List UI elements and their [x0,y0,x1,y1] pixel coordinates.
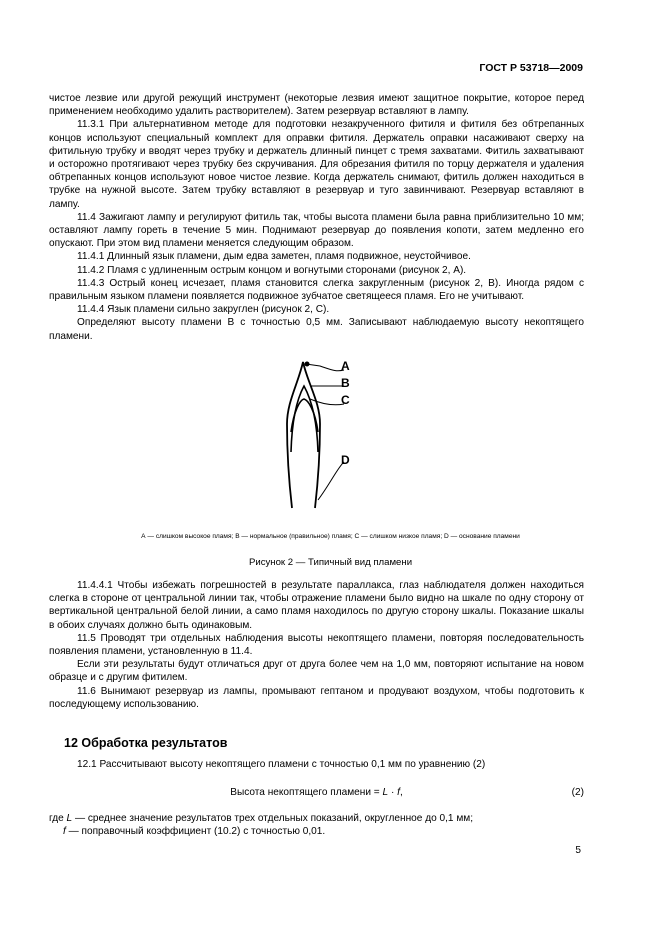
definition-prefix: где [49,813,67,824]
definition-text-f: — поправочный коэффициент (10.2) с точностью 0,01. [65,826,326,838]
figure-caption: Рисунок 2 — Типичный вид пламени [248,557,413,568]
figure-legend: А — слишком высокое пламя; В — нормальное (правильное) пламя; С — слишком низкое пламя; D — основание пламени [141,533,520,540]
equation-var-l: L [382,787,389,798]
equation [49,787,584,801]
page-number: 5 [575,845,581,856]
figure-label-d: D [341,453,350,467]
flame-outline-c [291,399,318,432]
equation-number: (2) [571,787,584,798]
figure-label-b: B [341,376,350,390]
definition-f [49,825,584,838]
leader-dot-a [305,362,310,367]
figure-label-c: C [341,393,350,407]
definition-l [49,812,584,825]
text-block-top [49,92,584,343]
paragraph: чистое лезвие или другой режущий инструмент (некоторые лезвия имеют защитное покрытие, которое перед применением необходимо удалить растворителем). Затем резервуар вставляют в лампу. [49,93,584,118]
leader-line-a [306,364,344,371]
equation-tail: , [399,787,403,798]
flame-diagram [240,352,420,512]
paragraph-11-5: 11.5 Проводят три отдельных наблюдения высоты некоптящего пламени, повторяя последовательность появления пламени, установленную в 11.4. [49,632,584,658]
paragraph-repeat-test: Если эти результаты будут отличаться друг от друга более чем на 1,0 мм, повторяют испытание на новом образце и с другим фитилем. [49,659,584,684]
flame-figure [240,352,420,512]
equation-body [49,787,584,798]
paragraph-11-6: 11.6 Вынимают резервуар из лампы, промывают гептаном и продувают воздухом, чтобы подготовить к последующему использованию. [49,685,584,710]
variable-definitions [49,812,584,838]
equation-var-f: f [397,787,400,798]
paragraph-11-4: 11.4 Зажигают лампу и регулируют фитиль так, чтобы высота пламени была равна приблизительно 10 мм; оставляют лампу гореть в течение 5 мин. Поднимают резервуар до появления копоти, затем медленно его опускают. При этом вид пламени меняется следующим образом. [49,211,584,250]
paragraph-12-1: 12.1 Рассчитывают высоту некоптящего пламени с точностью 0,1 мм по уравнению (2) [77,759,486,770]
section-title: 12 Обработка результатов [64,736,228,750]
paragraph-11-4-4-1: 11.4.4.1 Чтобы избежать погрешностей в результате параллакса, глаз наблюдателя должен находиться слегка в стороне от центральной линии так, чтобы отражение пламени было видно на шкале по одну сторону от вертикальной центральной белой линии, а само пламя находилось по другую сторону шкалы. Показание шкалы в обоих случаях должно быть одинаковым. [49,580,584,631]
document-header: ГОСТ Р 53718—2009 [479,62,583,74]
paragraph-11-4-3: 11.4.3 Острый конец исчезает, пламя становится слегка закругленным (рисунок 2, В). Иногда рядом с правильным языком пламени появляется подвижное зубчатое светящееся пламя. Его не учитывают. [49,277,584,303]
figure-label-a: A [341,359,350,373]
paragraph-11-4-1: 11.4.1 Длинный язык пламени, дым едва заметен, пламя подвижное, неустойчивое. [77,251,471,263]
definition-text-l: — среднее значение результатов трех отдельных показаний, округленное до 0,1 мм; [72,813,474,824]
paragraph-11-4-4: 11.4.4 Язык пламени сильно закруглен (рисунок 2, С). [77,304,330,316]
paragraph-flame-height: Определяют высоту пламени В с точностью 0,5 мм. Записывают наблюдаемую высоту некоптящего пламени. [49,317,584,342]
text-block-bottom [49,579,584,711]
equation-operator: · [388,787,398,798]
paragraph-11-4-2: 11.4.2 Пламя с удлиненным острым концом и вогнутыми сторонами (рисунок 2, А). [77,264,467,276]
paragraph-11-3-1: 11.3.1 При альтернативном методе для подготовки незакрученного фитиля и фитиля без обтрепанных концов используют специальный комплект для оправки фитиля. Держатель оправки насаживают сверху на фитильную трубку и вводят через трубку и держатель длинный пинцет с тремя захватами. Фитиль захватывают и осторожно протягивают через трубку без скручивания. Для обрезания фитиля по торцу держателя и удаления обтрепанных концов используют новое чистое лезвие. Когда держатель снимают, фитиль должен находиться в трубке на нужной высоте. Затем трубку вставляют в резервуар и туго завинчивают. Резервуар вставляют в лампу. [49,119,584,210]
leader-line-d [318,462,344,500]
definition-var-l: L [66,813,73,824]
definition-var-f: f [63,826,66,838]
equation-lhs: Высота некоптящего пламени = [230,787,383,798]
